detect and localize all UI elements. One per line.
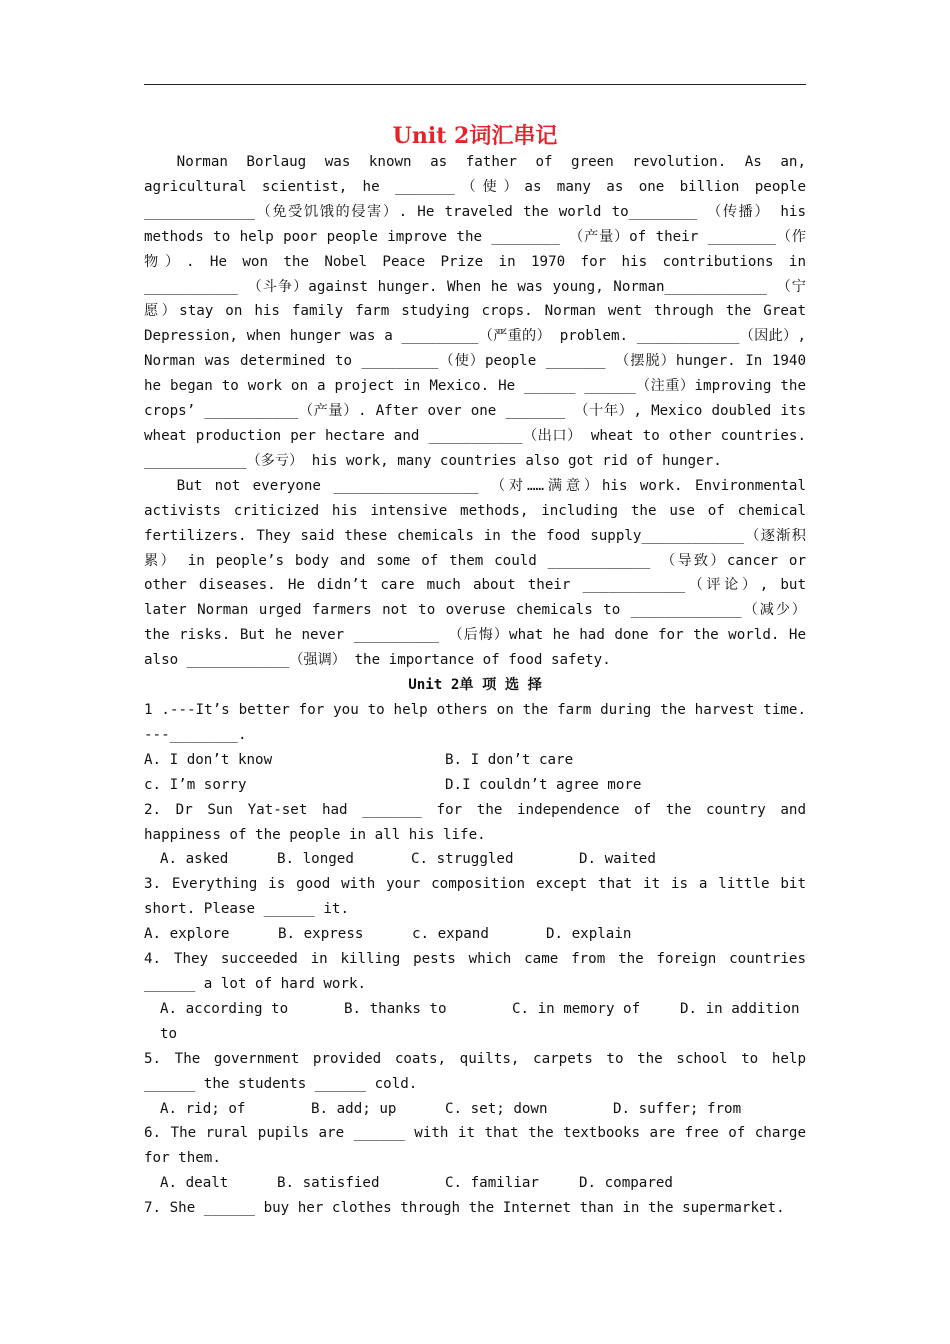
option-row	[144, 773, 806, 798]
option-d: D. explain	[546, 926, 632, 943]
option-row	[144, 997, 806, 1047]
option-row	[144, 1171, 806, 1196]
passage-paragraph-1: Norman Borlaug was known as father of green revolution. As an, agricultural scientist, he _______（使）as many as one billion people _____________（免受饥饿的侵害）. He traveled the world to________ （传播） his methods to help poor people improve the ________ （产量）of their ________（作物）. He won the Nobel Peace Prize in 1970 for his contributions in ___________ （斗争）against hunger. When he was young, Norman____________ （宁愿）stay on his family farm studying crops. Norman went through the Great Depression, when hunger was a _________（严重的） problem. ____________（因此）, Norman was determined to _________（使）people _______ （摆脱）hunger. In 1940 he began to work on a project in Mexico. He ______ ______（注重）improving the crops’ ___________（产量）. After over one _______ （十年）, Mexico doubled its wheat production per hectare and ___________（出口） wheat to other countries. ____________（多亏） his work, many countries also got rid of hunger.	[144, 154, 806, 469]
question-1	[144, 698, 806, 798]
option-c: c. expand	[412, 926, 489, 943]
question-stem: 1 .---It’s better for you to help others on the farm during the harvest time. ---________.	[144, 702, 806, 743]
question-stem: 2. Dr Sun Yat-set had _______ for the independence of the country and happiness of the people in all his life.	[144, 801, 806, 843]
option-a: A. rid; of	[160, 1100, 246, 1117]
question-3	[144, 872, 806, 947]
option-row	[144, 922, 806, 947]
option-a: A. explore	[144, 926, 230, 943]
section-title: Unit 2单 项 选 择	[408, 677, 542, 693]
option-b: B. I don’t care	[445, 751, 574, 768]
question-stem: 5. The government provided coats, quilts, carpets to the school to help ______ the students ______ cold.	[144, 1050, 806, 1092]
header-rule	[144, 84, 806, 85]
option-a: A. dealt	[160, 1175, 229, 1192]
option-a: A. according to	[160, 1000, 289, 1017]
question-4	[144, 947, 806, 1047]
option-d: D. in addition to	[160, 1000, 800, 1042]
option-d: D. waited	[579, 851, 656, 868]
option-c: c. I’m sorry	[144, 776, 247, 793]
option-row	[144, 748, 806, 773]
option-b: B. add; up	[311, 1100, 397, 1117]
question-6	[144, 1121, 806, 1196]
question-2	[144, 798, 806, 873]
option-c: C. set; down	[445, 1100, 548, 1117]
passage-paragraph-2: But not everyone _________________ （对……满意）his work. Environmental activists criticized his intensive methods, including the use of chemical fertilizers. They said these chemicals in the food supply____________（逐渐积累） in people’s body and some of them could ____________ （导致）cancer or other diseases. He didn’t care much about their ____________（评论）, but later Norman urged farmers not to overuse chemicals to _____________（减少） the risks. But he never __________ （后悔）what he had done for the world. He also ____________（强调） the importance of food safety.	[144, 477, 806, 669]
page-title: Unit 2词汇串记	[392, 123, 558, 149]
option-row	[144, 1097, 806, 1122]
option-row	[144, 847, 806, 872]
question-stem: 7. She ______ buy her clothes through the Internet than in the supermarket.	[144, 1200, 785, 1217]
question-stem: 3. Everything is good with your composition except that it is a little bit short. Please ______ it.	[144, 876, 806, 918]
option-d: D.I couldn’t agree more	[445, 776, 642, 793]
option-d: D. suffer; from	[613, 1100, 742, 1117]
option-b: B. thanks to	[344, 1000, 447, 1017]
vocabulary-passage	[144, 150, 806, 673]
option-c: C. in memory of	[512, 1000, 641, 1017]
question-5	[144, 1047, 806, 1122]
option-b: B. satisfied	[277, 1175, 380, 1192]
option-b: B. express	[278, 926, 364, 943]
option-c: C. familiar	[445, 1175, 539, 1192]
option-b: B. longed	[277, 851, 354, 868]
option-a: A. asked	[160, 851, 229, 868]
question-stem: 4. They succeeded in killing pests which came from the foreign countries ______ a lot of hard work.	[144, 951, 806, 992]
question-7	[144, 1196, 806, 1221]
option-c: C. struggled	[411, 851, 514, 868]
option-d: D. compared	[579, 1175, 673, 1192]
multiple-choice-section	[144, 698, 806, 1221]
option-a: A. I don’t know	[144, 751, 273, 768]
question-stem: 6. The rural pupils are ______ with it that the textbooks are free of charge for them.	[144, 1125, 806, 1167]
